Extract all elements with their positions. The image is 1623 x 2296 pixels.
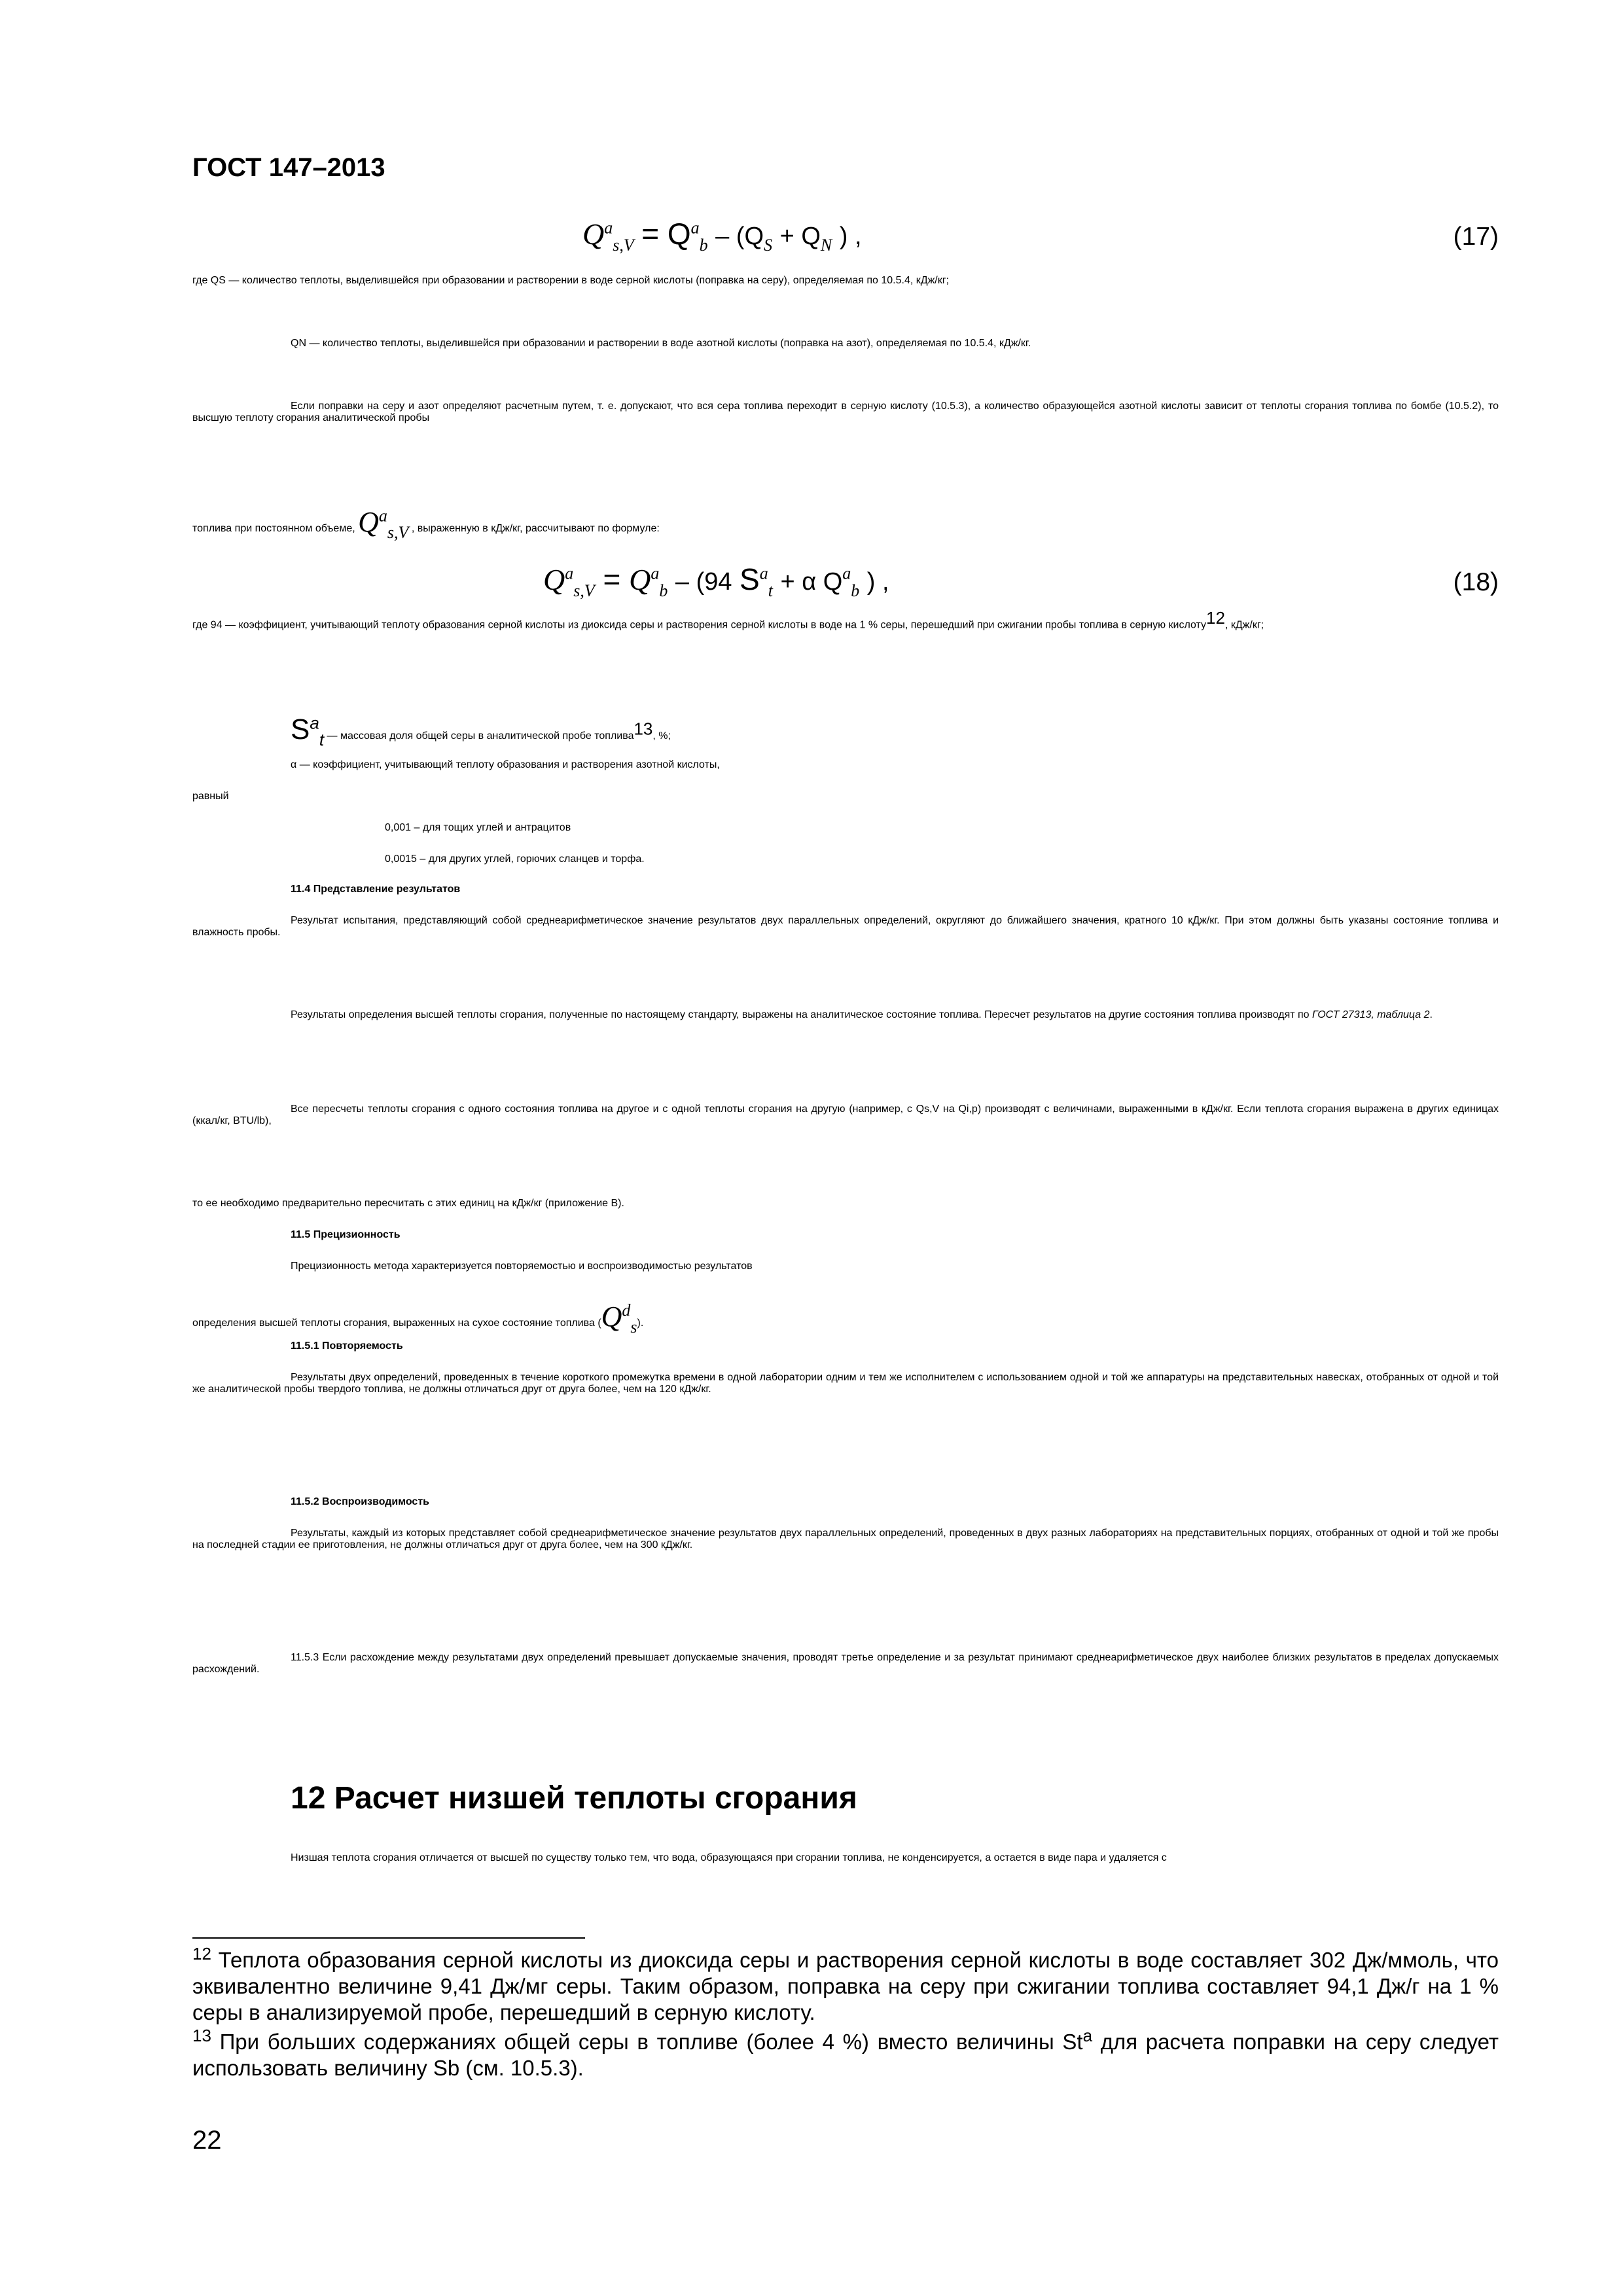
paragraph: Прецизионность метода характеризуется повторяемостью и воспроизводимостью результатов [291,1261,753,1272]
paragraph: то ее необходимо предварительно пересчитать с этих единиц на кДж/кг (приложение В). [192,1198,624,1209]
equation-17-number: (17) [1453,223,1499,251]
equation-18: $Q^a_{s,V} = Q^a_b - (94$ $S^a_t + \alpha$ $Q^a_b$ ) , [543,562,889,601]
formula-inline: $Q^a_{s,V}$ [358,506,409,542]
document-header: ГОСТ 147–2013 [192,153,385,182]
page-number: 22 [192,2126,222,2155]
list-item: 0,001 – для тощих углей и антрацитов [385,822,571,833]
section-title: 12 Расчет низшей теплоты сгорания [291,1781,857,1816]
paragraph: 11.5.3 Если расхождение между результатами двух определений превышает допускаемые значения, проводят третье определение и за результат принимают среднеарифметическое двух наиболее близких результатов в пределах допускаемых расхождений. [192,1652,1499,1675]
footnote-divider [192,1937,585,1939]
paragraph: топлива при постоянном объеме, $Q^a_{s,V}$ , выраженную в кДж/кг, рассчитывают по формуле: [192,506,660,542]
section-heading: 11.4 Представление результатов [291,884,461,895]
paragraph: $S^a_t$ — массовая доля общей серы в аналитической пробе топлива13, %; [291,713,671,749]
paragraph: Если поправки на серу и азот определяют расчетным путем, т. е. допускают, что вся сера топлива переходит в серную кислоту (10.5.3), а количество образующейся азотной кислоты зависит от теплоты сгорания топлива по бомбе (10.5.2), то высшую теплоту сгорания аналитической пробы [192,401,1499,423]
section-heading: 11.5.1 Повторяемость [291,1340,403,1352]
paragraph: Все пересчеты теплоты сгорания с одного состояния топлива на другое и с одной теплоты сгорания на другую (например, с Qs,V на Qi,p) производят с величинами, выраженными в кДж/кг. Если теплота сгорания выражена в других единицах (ккал/кг, BTU/lb), [192,1103,1499,1126]
section-heading: 11.5.2 Воспроизводимость [291,1496,429,1507]
paragraph: где 94 — коэффициент, учитывающий теплоту образования серной кислоты из диоксида серы и растворения серной кислоты в воде на 1 % серы, перешедший при сжигании пробы топлива в серную кислоту12, кДж/кг; [192,608,1264,631]
equation-18-number: (18) [1453,568,1499,596]
section-heading: 11.5 Прецизионность [291,1229,401,1240]
paragraph: Результаты двух определений, проведенных в течение короткого промежутка времени в одной лаборатории одним и тем же исполнителем с использованием одной и той же аппаратуры на представительных навесках, отобранных от одной и той же аналитической пробы твердого топлива, не должны отличаться друг от друга более, чем на 120 кДж/кг. [192,1372,1499,1395]
paragraph: Результат испытания, представляющий собой среднеарифметическое значение результатов двух параллельных определений, округляют до ближайшего значения, кратного 10 кДж/кг. При этом должны быть указаны состояние топлива и влажность пробы. [192,915,1499,938]
footnote-12: $^{12}$ Теплота образования серной кислоты из диоксида серы и растворения серной кислоты в воде составляет 302 Дж/ммоль, что эквивалентно величине 9,41 Дж/мг серы. Таким образом, поправка на серу при сжигании топлива составляет 94,1 Дж/г на 1 % серы в анализируемой пробе, перешедший в серную кислоту. [192,1944,1499,2024]
paragraph: равный [192,791,229,802]
footnote-13: $^{13}$ При больших содержаниях общей серы в топливе (более 4 %) вместо величины St$^a$ для расчета поправки на серу следует использовать величину Sb (см. 10.5.3). [192,2026,1499,2080]
paragraph: Результаты определения высшей теплоты сгорания, полученные по настоящему стандарту, выражены на аналитическое состояние топлива. Пересчет результатов на другие состояния топлива производят по ГОСТ 27313, таблица 2. [291,1009,1433,1020]
list-item: 0,0015 – для других углей, горючих сланцев и торфа. [385,853,645,865]
equation-17: $Q^a_{s,V} = Q^a_b - (Q_S + Q_N$ ) , [582,217,862,255]
paragraph: Результаты, каждый из которых представляет собой среднеарифметическое значение результатов двух параллельных определений, проведенных в двух разных лабораториях на представительных порциях, отобранных от одной и той же пробы на последней стадии ее приготовления, не должны отличаться друг от друга более, чем на 300 кДж/кг. [192,1528,1499,1551]
paragraph: α — коэффициент, учитывающий теплоту образования и растворения азотной кислоты, [291,759,720,770]
paragraph: Низшая теплота сгорания отличается от высшей по существу только тем, что вода, образующаяся при сгорании топлива, не конденсируется, а остается в виде пара и удаляется с [291,1852,1167,1863]
paragraph: определения высшей теплоты сгорания, выраженных на сухое состояние топлива $(Q^d_s)$. [192,1300,644,1336]
paragraph: где QS — количество теплоты, выделившейся при образовании и растворении в воде серной кислоты (поправка на серу), определяемая по 10.5.4, кДж/кг; [192,275,950,286]
paragraph: QN — количество теплоты, выделившейся при образовании и растворении в воде азотной кислоты (поправка на азот), определяемая по 10.5.4, кДж/кг. [291,338,1031,349]
